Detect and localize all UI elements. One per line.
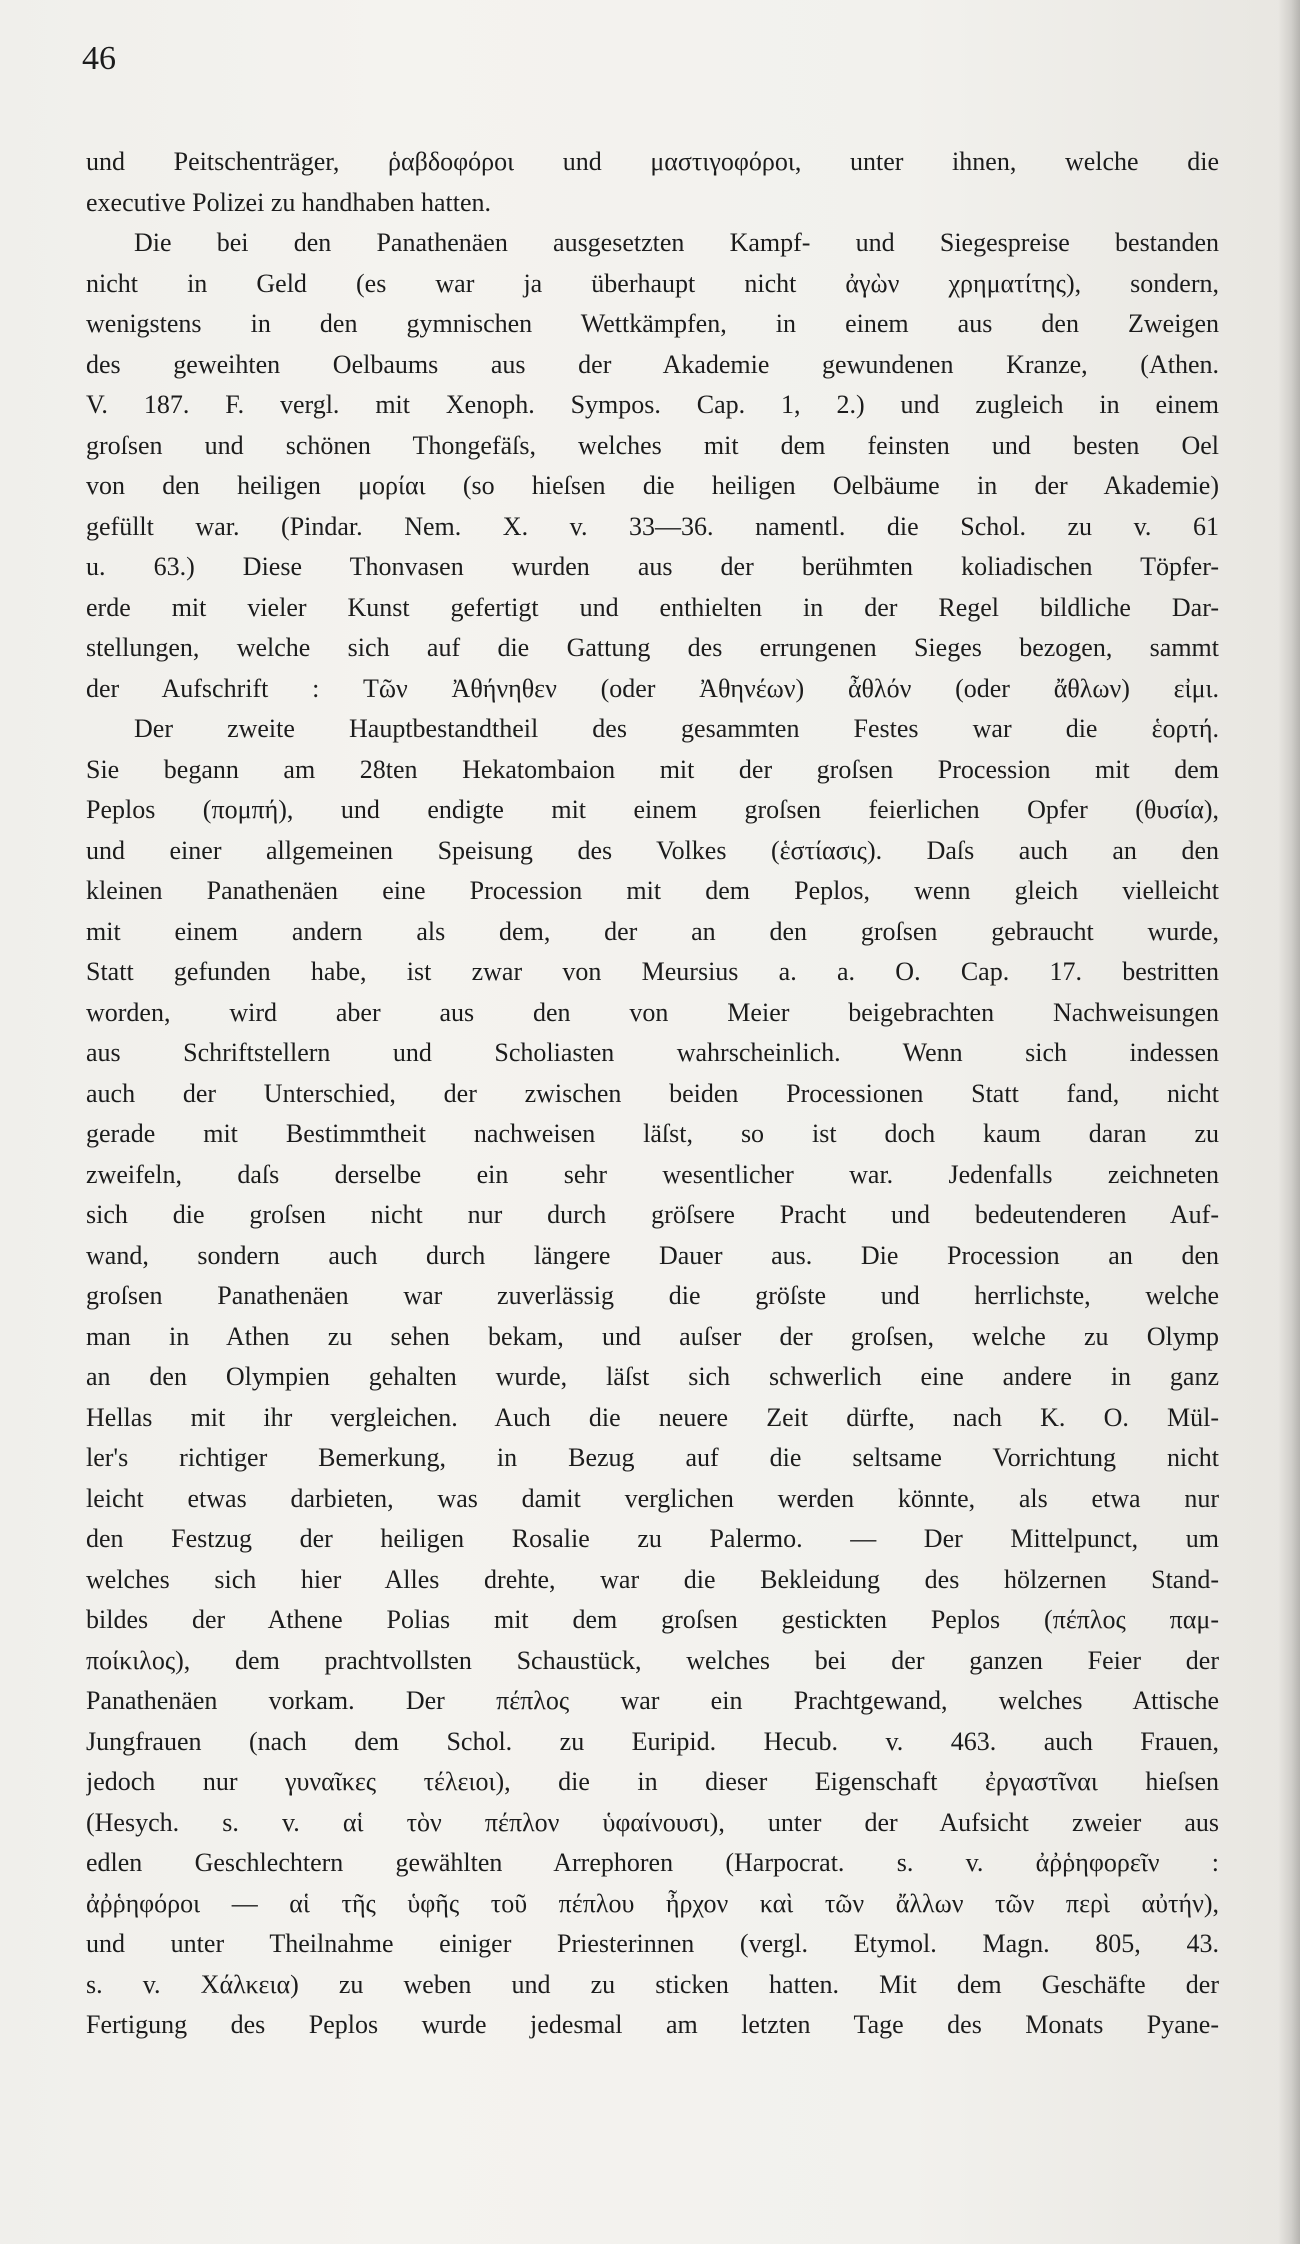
text-line: von den heiligen μορίαι (so hieſsen die heiligen Oelbäume in der Akademie) xyxy=(86,471,1219,500)
text-line: nicht in Geld (es war ja überhaupt nicht ἀγὼν χρηματίτης), sondern, xyxy=(86,268,1219,298)
text-line: kleinen Panathenäen eine Procession mit dem Peplos, wenn gleich vielleicht xyxy=(86,876,1219,905)
text-line: Die bei den Panathenäen ausgesetzten Kampf- und Siegespreise bestanden xyxy=(134,228,1219,257)
binding-shadow xyxy=(1278,0,1300,2244)
body-text xyxy=(86,142,1219,2046)
text-line: executive Polizei zu handhaben hatten. xyxy=(86,187,492,217)
text-line: edlen Geschlechtern gewählten Arrephoren (Harpocrat. s. v. ἀῤῥηφορεῖν : xyxy=(86,1848,1219,1877)
text-line: und unter Theilnahme einiger Priesterinnen (vergl. Etymol. Magn. 805, 43. xyxy=(86,1929,1219,1958)
text-line: Statt gefunden habe, ist zwar von Meursius a. a. O. Cap. 17. bestritten xyxy=(86,957,1219,986)
text-line: wenigstens in den gymnischen Wettkämpfen, in einem aus den Zweigen xyxy=(86,309,1219,338)
text-line: und einer allgemeinen Speisung des Volkes (ἑστίασις). Daſs auch an den xyxy=(86,835,1219,865)
text-line: der Aufschrift : Τῶν Ἀθήνηθεν (oder Ἀθηνέων) ἆθλόν (oder ἄθλων) εἰμι. xyxy=(86,673,1219,703)
text-line: V. 187. F. vergl. mit Xenoph. Sympos. Cap. 1, 2.) und zugleich in einem xyxy=(86,390,1219,419)
text-line: aus Schriftstellern und Scholiasten wahrscheinlich. Wenn sich indessen xyxy=(86,1038,1219,1067)
text-line: Hellas mit ihr vergleichen. Auch die neuere Zeit dürfte, nach K. O. Mül- xyxy=(86,1402,1219,1432)
text-line: groſsen und schönen Thongefäſs, welches mit dem feinsten und besten Oel xyxy=(86,430,1219,460)
text-line: den Festzug der heiligen Rosalie zu Palermo. — Der Mittelpunct, um xyxy=(86,1524,1219,1553)
text-line: Sie begann am 28ten Hekatombaion mit der groſsen Procession mit dem xyxy=(86,754,1219,784)
text-line: gefüllt war. (Pindar. Nem. X. v. 33—36. namentl. die Schol. zu v. 61 xyxy=(86,511,1219,541)
text-line: groſsen Panathenäen war zuverlässig die gröſste und herrlichste, welche xyxy=(86,1281,1219,1310)
text-line: Jungfrauen (nach dem Schol. zu Euripid. Hecub. v. 463. auch Frauen, xyxy=(86,1726,1219,1756)
text-line: wand, sondern auch durch längere Dauer aus. Die Procession an den xyxy=(86,1240,1219,1270)
text-line: auch der Unterschied, der zwischen beiden Processionen Statt fand, nicht xyxy=(86,1078,1219,1108)
text-line: Peplos (πομπή), und endigte mit einem groſsen feierlichen Opfer (θυσία), xyxy=(86,795,1219,824)
text-line: s. v. Χάλκεια) zu weben und zu sticken hatten. Mit dem Geschäfte der xyxy=(86,1969,1219,1999)
text-line: Fertigung des Peplos wurde jedesmal am letzten Tage des Monats Pyane- xyxy=(86,2010,1219,2039)
text-line: an den Olympien gehalten wurde, läſst sich schwerlich eine andere in ganz xyxy=(86,1362,1219,1391)
text-line: des geweihten Oelbaums aus der Akademie gewundenen Kranze, (Athen. xyxy=(86,349,1219,379)
text-line: ler's richtiger Bemerkung, in Bezug auf die seltsame Vorrichtung nicht xyxy=(86,1443,1219,1472)
text-line: zweifeln, daſs derselbe ein sehr wesentlicher war. Jedenfalls zeichneten xyxy=(86,1159,1219,1189)
text-line: ἀῤῥηφόροι — αἱ τῆς ὑφῆς τοῦ πέπλου ἦρχον καὶ τῶν ἄλλων τῶν περὶ αὐτήν), xyxy=(86,1888,1219,1918)
text-line: ποίκιλος), dem prachtvollsten Schaustück, welches bei der ganzen Feier der xyxy=(86,1645,1219,1675)
text-line: leicht etwas darbieten, was damit verglichen werden könnte, als etwa nur xyxy=(86,1483,1219,1513)
text-line: gerade mit Bestimmtheit nachweisen läſst, so ist doch kaum daran zu xyxy=(86,1119,1219,1148)
text-line: Panathenäen vorkam. Der πέπλος war ein Prachtgewand, welches Attische xyxy=(86,1686,1219,1715)
text-line: welches sich hier Alles drehte, war die Bekleidung des hölzernen Stand- xyxy=(86,1564,1219,1594)
page-number: 46 xyxy=(82,40,116,77)
text-line: stellungen, welche sich auf die Gattung des errungenen Sieges bezogen, sammt xyxy=(86,633,1219,662)
text-line: bildes der Athene Polias mit dem groſsen gestickten Peplos (πέπλος παμ- xyxy=(86,1605,1219,1634)
text-line: mit einem andern als dem, der an den groſsen gebraucht wurde, xyxy=(86,916,1219,946)
text-line: (Hesych. s. v. αἱ τὸν πέπλον ὑφαίνουσι), unter der Aufsicht zweier aus xyxy=(86,1807,1219,1837)
text-line: worden, wird aber aus den von Meier beigebrachten Nachweisungen xyxy=(86,997,1219,1027)
text-line: und Peitschenträger, ῥαβδοφόροι und μαστιγοφόροι, unter ihnen, welche die xyxy=(86,147,1219,176)
text-line: man in Athen zu sehen bekam, und auſser der groſsen, welche zu Olymp xyxy=(86,1321,1219,1351)
text-line: jedoch nur γυναῖκες τέλειοι), die in dieser Eigenschaft ἐργαστῖναι hieſsen xyxy=(86,1767,1219,1796)
text-line: u. 63.) Diese Thonvasen wurden aus der berühmten koliadischen Töpfer- xyxy=(86,552,1219,581)
text-line: erde mit vieler Kunst gefertigt und enthielten in der Regel bildliche Dar- xyxy=(86,592,1219,622)
text-line: Der zweite Hauptbestandtheil des gesammten Festes war die ἑορτή. xyxy=(134,714,1219,743)
text-line: sich die groſsen nicht nur durch gröſsere Pracht und bedeutenderen Auf- xyxy=(86,1200,1219,1229)
